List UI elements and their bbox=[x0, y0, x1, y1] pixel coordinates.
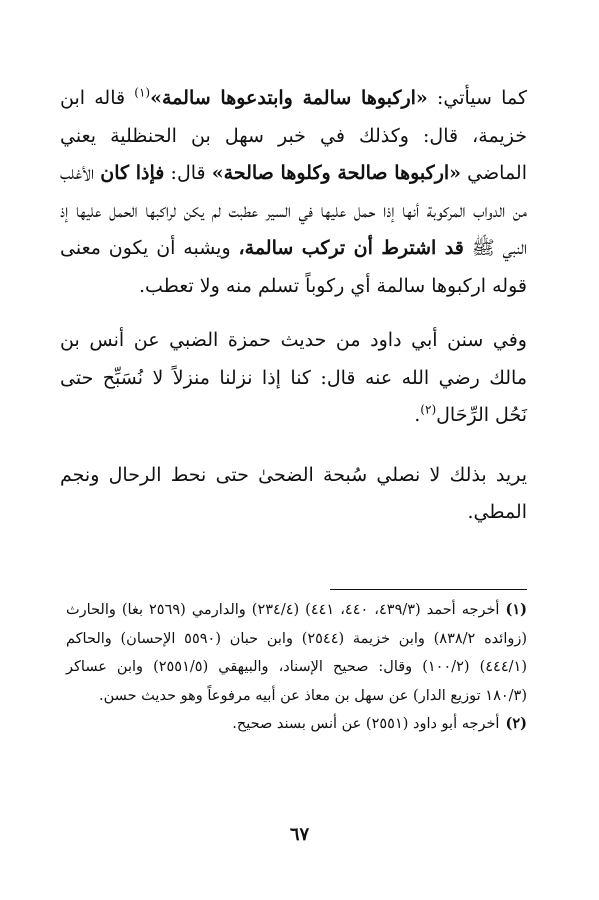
page-number: ٦٧ bbox=[289, 824, 310, 845]
footnote-marker[interactable]: (٢) bbox=[420, 402, 437, 417]
footnote-1 bbox=[66, 596, 527, 710]
paragraph-2 bbox=[60, 322, 527, 435]
footnote-number: (٢) bbox=[505, 715, 527, 732]
footnote-marker[interactable]: (١) bbox=[134, 85, 151, 100]
bold-text: فإذا كان bbox=[100, 162, 165, 184]
bold-text: قد اشترط أن تركب سالمة، bbox=[238, 237, 464, 259]
text-segment: الأغلب من الدواب المركوبة أنها إذا حمل عليها في السير عطبت لم يكن لراكبها الحمل عليها إذ النبي ﷺ bbox=[60, 162, 528, 259]
text-segment: كما سيأتي: bbox=[427, 87, 527, 109]
text-segment: وفي سنن أبي داود من حديث حمزة الضبي عن أنس بن مالك رضي الله عنه قال: كنا إذا نزلنا منزلاً لا نُسَبِّح حتى نَحُل الرِّحَال bbox=[60, 329, 527, 426]
paragraph-1 bbox=[60, 80, 527, 305]
bold-hadith-quote: «اركبوها صالحة وكلوها صالحة» bbox=[211, 162, 462, 184]
text-segment: قال: bbox=[164, 162, 212, 184]
footnote-2 bbox=[66, 710, 527, 739]
footnotes bbox=[66, 596, 527, 739]
main-text bbox=[60, 80, 527, 532]
footnote-number: (١) bbox=[505, 601, 527, 618]
footnote-text: أخرجه أحمد (٤٣٩/٣، ٤٤٠، ٤٤١) (٢٣٤/٤) والدارمي (٢٥٦٩ بغا) والحارث (زوائده ٨٣٨/٢) وابن خزيمة (٢٥٤٤) وابن حبان (٥٥٩٠ الإحسان) والحاكم (٤٤٤/١) (١٠٠/٢) وقال: صحيح الإسناد، والبيهقي (٢٥٥١/٥) وابن عساكر (١٨٠/٣ توزيع الدار) عن سهل بن معاذ عن أبيه مرفوعاً وهو حديث حسن. bbox=[66, 602, 528, 704]
bold-hadith-quote: «اركبوها سالمة وابتدعوها سالمة» bbox=[150, 87, 428, 109]
paragraph-3 bbox=[60, 457, 527, 532]
text-segment: . bbox=[414, 404, 421, 426]
footnote-text: أخرجه أبو داود (٢٥٥١) عن أنس بسند صحيح. bbox=[232, 716, 500, 732]
text-segment: ويشبه أن يكون معنى قوله اركبوها سالمة أي ركوباً تسلم منه ولا تعطب. bbox=[60, 237, 527, 297]
text-segment: يريد بذلك لا نصلي سُبحة الضحىٰ حتى نحط الرحال ونجم المطي. bbox=[60, 463, 527, 523]
footnote-separator bbox=[330, 589, 527, 590]
text-segment: قاله ابن خزيمة، قال: وكذلك في خبر سهل بن الحنظلية يعني الماضي bbox=[60, 87, 527, 184]
